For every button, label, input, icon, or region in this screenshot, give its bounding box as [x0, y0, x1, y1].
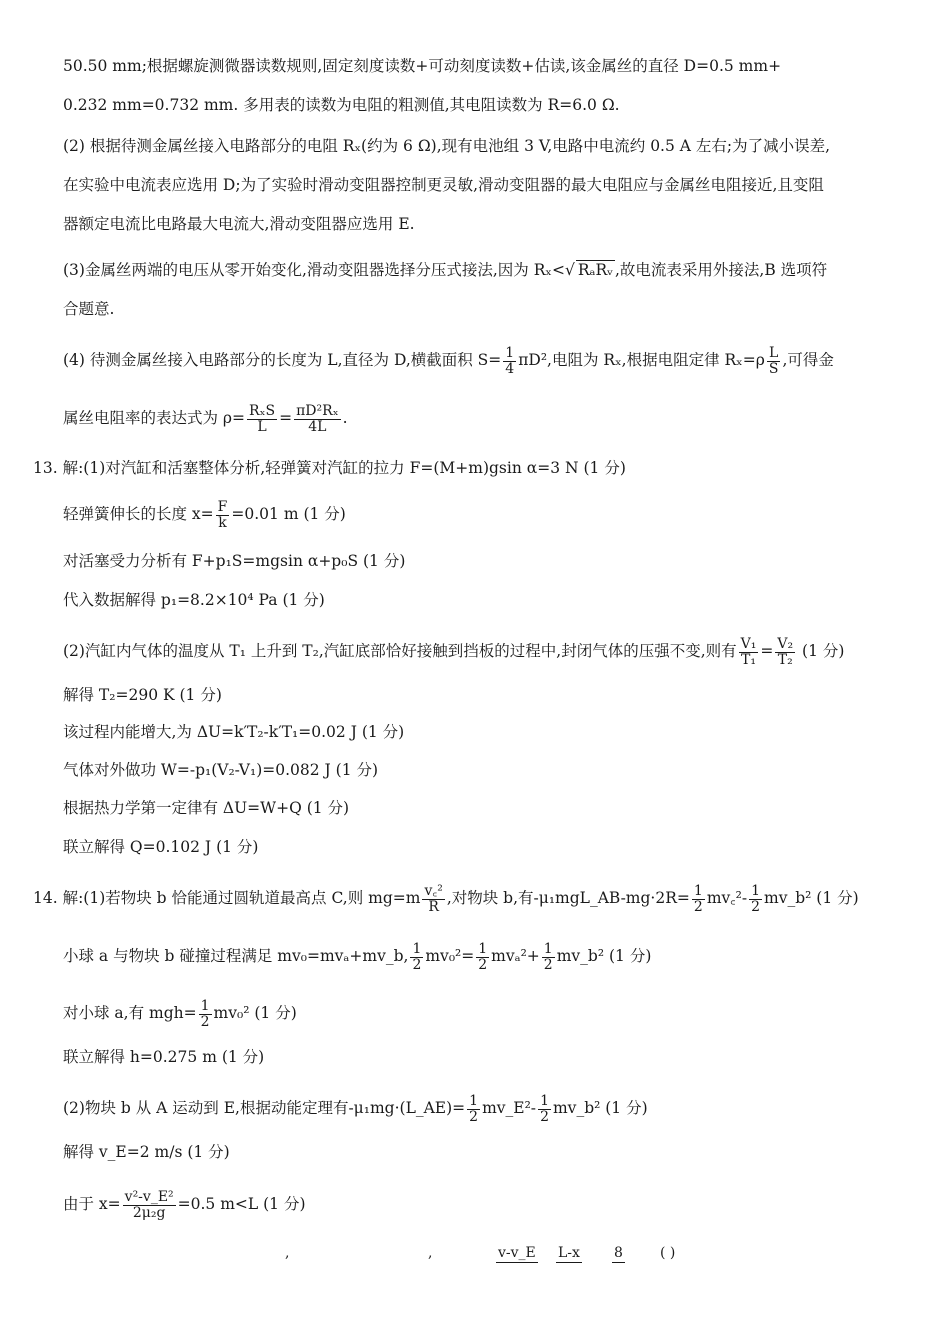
text-line-6: (3)金属丝两端的电压从零开始变化,滑动变阻器选择分压式接法,因为 Rₓ<√ RₐRᵥ ,故电流表采用外接法,B 选项符: [63, 261, 828, 279]
fraction: $\frac{1}{2}$: [412, 941, 422, 973]
text-line-9: 属丝电阻率的表达式为 ρ= $\frac{\text{RₓS}}{L}$ = $\frac{\text{πD²Rₓ}}{4L}$ .: [63, 403, 348, 435]
fraction: $\frac{\text{V₂}}{\text{T₂}}$: [777, 636, 794, 668]
fraction: $\frac{\text{v²-v\_E²}}{\text{2μ₂g}}$: [124, 1189, 174, 1221]
fraction: $\frac{1}{2}$: [478, 941, 488, 973]
fraction: $\frac{F}{k}$: [217, 499, 228, 531]
text-line-5: 器额定电流比电路最大电流大,滑动变阻器应选用 E.: [63, 215, 415, 233]
text-line-3: (2) 根据待测金属丝接入电路部分的电阻 Rₓ(约为 6 Ω),现有电池组 3 V,电路中电流约 0.5 A 左右;为了减小误差,: [63, 137, 831, 155]
text-line-22: 对小球 a,有 mgh= $\frac{1}{2}$ mv₀² (1 分): [63, 998, 297, 1030]
text-line-4: 在实验中电流表应选用 D;为了实验时滑动变阻器控制更灵敏,滑动变阻器的最大电阻应与金属丝电阻接近,且变阻: [63, 176, 824, 194]
text-line-17: 气体对外做功 W=-p₁(V₂-V₁)=0.082 J (1 分): [63, 761, 379, 779]
line8-part-a: (4) 待测金属丝接入电路部分的长度为 L,直径为 D,横截面积 S=: [63, 351, 502, 370]
text-line-23: 联立解得 h=0.275 m (1 分): [63, 1048, 265, 1066]
sqrt-radicand: RₐRᵥ: [577, 261, 613, 279]
line6-part-a: (3)金属丝两端的电压从零开始变化,滑动变阻器选择分压式接法,因为 Rₓ<: [63, 261, 565, 279]
fraction: $\frac{1}{4}$: [505, 345, 515, 377]
cut-text-comma: ,: [285, 1245, 290, 1261]
fraction: $\frac{\text{πD²Rₓ}}{4L}$: [296, 403, 339, 435]
fraction: $\frac{1}{2}$: [540, 1093, 549, 1125]
cut-text-fraction-numerator: 8: [614, 1245, 623, 1261]
cut-text-fraction-numerator: L-x: [558, 1245, 580, 1261]
text-line-24: (2)物块 b 从 A 运动到 E,根据动能定理有-μ₁mg·(L_AE)= $\frac{1}{2}$ mv_E²- $\frac{1}{2}$ mv_b² (1 分): [63, 1093, 648, 1125]
question-13-heading: 13. 解:(1)对汽缸和活塞整体分析,轻弹簧对汽缸的拉力 F=(M+m)gsin α=3 N (1 分): [33, 459, 626, 477]
text-line-8: [63, 346, 834, 376]
fraction: $\frac{L}{S}$: [768, 345, 779, 377]
text-line-25: 解得 v_E=2 m/s (1 分): [63, 1143, 230, 1161]
fraction: $\frac{\text{v꜀²}}{R}$: [424, 883, 443, 915]
fraction: $\frac{1}{2}$: [693, 883, 703, 915]
text-line-18: 根据热力学第一定律有 ΔU=W+Q (1 分): [63, 799, 350, 817]
cut-text-fraction-numerator: v-v_E: [498, 1245, 536, 1261]
text-line-13: 代入数据解得 p₁=8.2×10⁴ Pa (1 分): [63, 591, 325, 609]
question-14-heading: 14. 解:(1)若物块 b 恰能通过圆轨道最高点 C,则 mg=m $\frac{\text{v꜀²}}{R}$ ,对物块 b,有-μ₁mgL_AB-mg·2R= $\frac{1}{2}$ mv꜀²- $\frac{1}{2}$ mv_b² (1 分): [33, 883, 859, 915]
fraction: $\frac{\text{V₁}}{\text{T₁}}$: [740, 636, 757, 668]
cut-text-score: ( ): [660, 1245, 676, 1261]
text-line-12: 对活塞受力分析有 F+p₁S=mgsin α+p₀S (1 分): [63, 552, 406, 570]
text-line-15: 解得 T₂=290 K (1 分): [63, 686, 222, 704]
text-line-26: 由于 x= $\frac{\text{v²-v\_E²}}{\text{2μ₂g}}$ =0.5 m<L (1 分): [63, 1189, 306, 1221]
text-line-21: 小球 a 与物块 b 碰撞过程满足 mv₀=mvₐ+mv_b, $\frac{1}{2}$ mv₀²= $\frac{1}{2}$ mvₐ²+ $\frac{1}{2}$ mv_b² (1 分): [63, 941, 652, 973]
text-line-14: (2)汽缸内气体的温度从 T₁ 上升到 T₂,汽缸底部恰好接触到挡板的过程中,封闭气体的压强不变,则有 $\frac{\text{V₁}}{\text{T₁}}$ = $\frac{\text{V₂}}{\text{T₂}}$ (1 分): [63, 636, 845, 668]
text-line-16: 该过程内能增大,为 ΔU=k′T₂-k′T₁=0.02 J (1 分): [63, 723, 405, 741]
line8-part-c: ,可得金: [782, 351, 834, 370]
fraction: $\frac{\text{RₓS}}{L}$: [249, 403, 276, 435]
fraction: $\frac{1}{2}$: [200, 998, 210, 1030]
fraction: $\frac{1}{2}$: [469, 1093, 479, 1125]
line8-part-b: πD²,电阻为 Rₓ,根据电阻定律 Rₓ=ρ: [518, 351, 765, 370]
text-line-2: 0.232 mm=0.732 mm. 多用表的读数为电阻的粗测值,其电阻读数为 R=6.0 Ω.: [63, 96, 620, 114]
text-line-11: 轻弹簧伸长的长度 x= $\frac{F}{k}$ =0.01 m (1 分): [63, 499, 346, 531]
fraction: $\frac{1}{2}$: [543, 941, 553, 973]
fraction: $\frac{1}{2}$: [751, 883, 761, 915]
text-line-7: 合题意.: [63, 300, 115, 318]
text-line-19: 联立解得 Q=0.102 J (1 分): [63, 838, 259, 856]
line6-part-b: ,故电流表采用外接法,B 选项符: [614, 261, 828, 279]
cut-text-comma: ,: [428, 1245, 433, 1261]
line9-part-a: 属丝电阻率的表达式为 ρ=: [63, 409, 246, 428]
text-line-1: 50.50 mm;根据螺旋测微器读数规则,固定刻度读数+可动刻度读数+估读,该金属丝的直径 D=0.5 mm+: [63, 57, 782, 75]
